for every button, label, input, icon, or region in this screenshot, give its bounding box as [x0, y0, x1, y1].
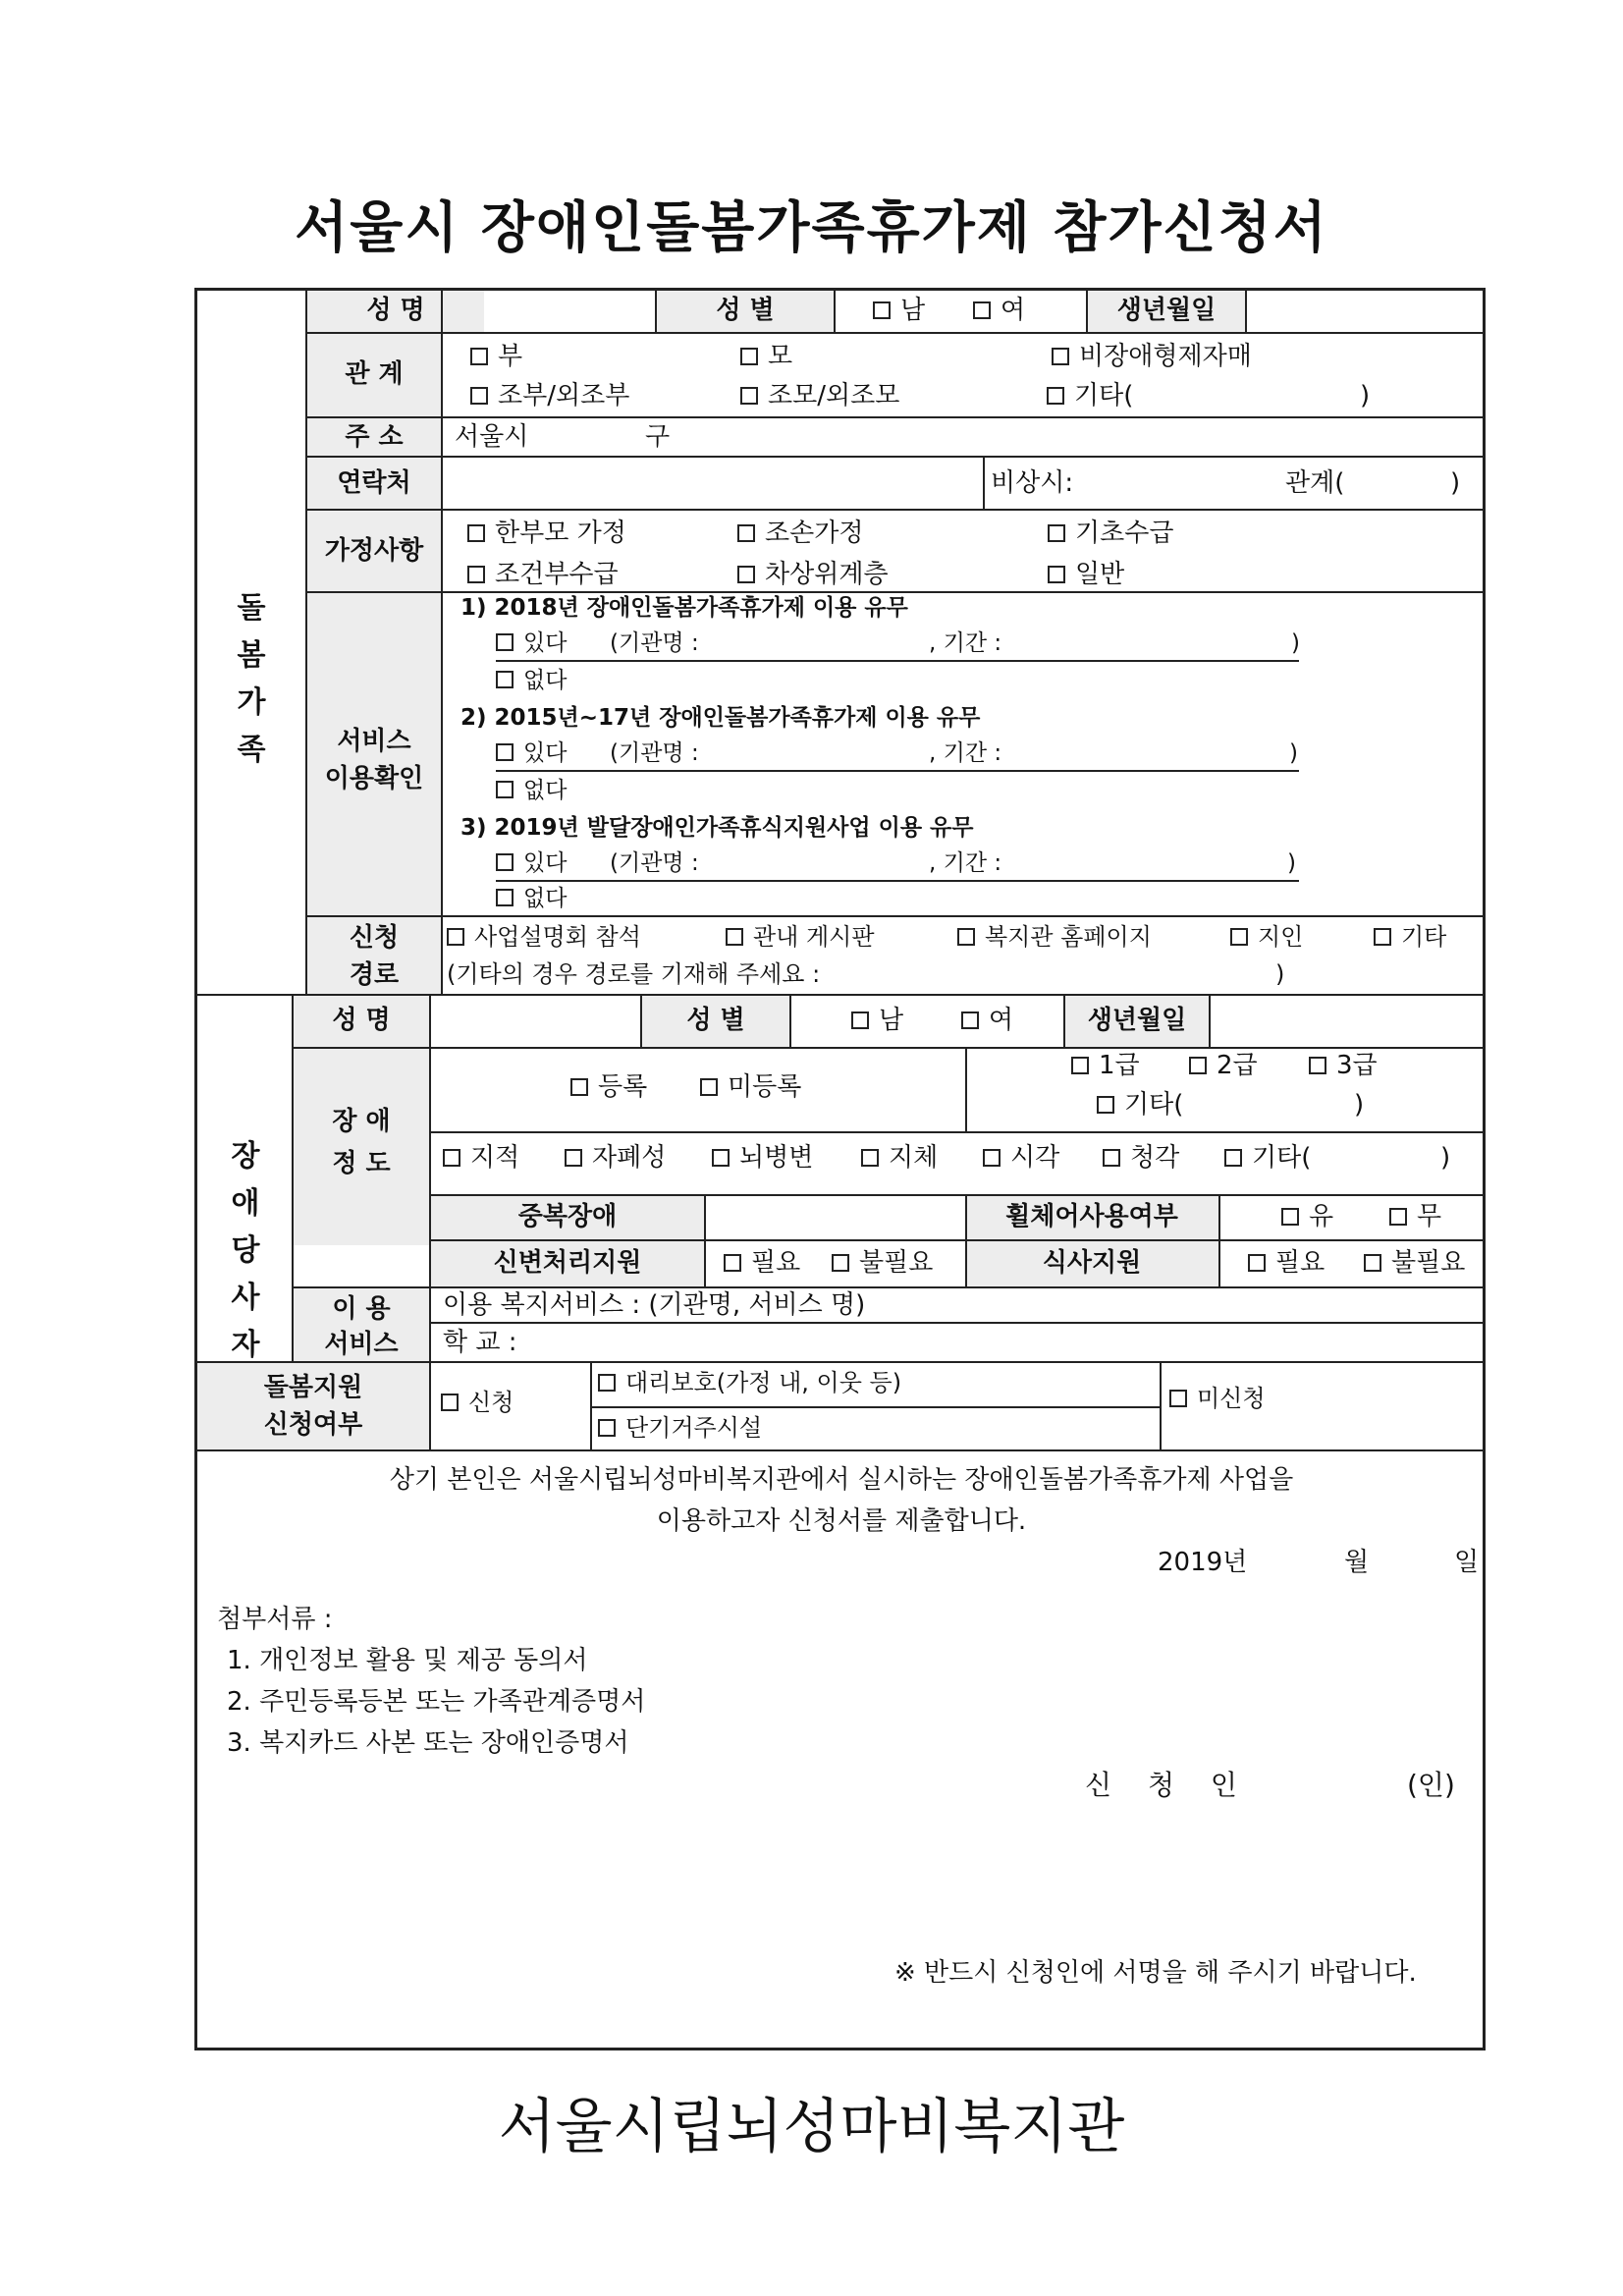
- household-label: 가정사항: [324, 536, 424, 566]
- checkbox-icon[interactable]: [973, 301, 991, 319]
- address-label: 주 소: [345, 422, 404, 452]
- checkbox-icon[interactable]: [861, 1149, 879, 1167]
- date-year: 2019년: [1158, 1548, 1248, 1577]
- q2-yes[interactable]: 있다: [496, 742, 567, 765]
- q2-no[interactable]: 없다: [496, 780, 567, 802]
- checkbox-icon[interactable]: [1374, 928, 1391, 946]
- relation-mother[interactable]: 모: [740, 344, 792, 369]
- relation-father[interactable]: 부: [470, 344, 522, 369]
- checkbox-icon[interactable]: [1189, 1057, 1207, 1074]
- relation-other[interactable]: 기타(: [1047, 383, 1133, 409]
- emergency-label: 비상시:: [991, 468, 1074, 498]
- disabled-gender-female[interactable]: 여: [961, 1008, 1013, 1033]
- care-short-term-option[interactable]: 단기거주시설: [598, 1416, 762, 1440]
- q1-close: ): [1291, 630, 1300, 656]
- q1-yes[interactable]: 있다: [496, 632, 567, 655]
- checkbox-icon[interactable]: [470, 348, 488, 365]
- checkbox-icon[interactable]: [1103, 1149, 1120, 1167]
- checkbox-icon[interactable]: [467, 524, 485, 542]
- checkbox-icon[interactable]: [598, 1374, 616, 1392]
- statement-line-2: 이용하고자 신청서를 제출합니다.: [656, 1506, 1027, 1536]
- checkbox-icon[interactable]: [467, 566, 485, 583]
- type-other[interactable]: 기타(: [1224, 1145, 1311, 1171]
- route-label-2: 경로: [349, 960, 400, 990]
- school-field[interactable]: 학 교 :: [443, 1328, 517, 1357]
- checkbox-icon[interactable]: [724, 1254, 741, 1272]
- service-question-3: 3) 2019년 발달장애인가족휴식지원사업 이용 유무: [460, 815, 974, 841]
- household-near-poverty[interactable]: 차상위계층: [737, 562, 889, 587]
- checkbox-icon[interactable]: [496, 781, 514, 798]
- disabled-gender-male[interactable]: 남: [851, 1008, 903, 1033]
- statement-line-1: 상기 본인은 서울시립뇌성마비복지관에서 실시하는 장애인돌봄가족휴가제 사업을: [389, 1465, 1294, 1495]
- disabled-birth-label: 생년월일: [1087, 1006, 1187, 1035]
- type-physical[interactable]: 지체: [861, 1145, 938, 1171]
- checkbox-icon[interactable]: [1389, 1208, 1407, 1226]
- multi-disability-label: 중복장애: [517, 1202, 618, 1231]
- attachment-item: 2. 주민등록등본 또는 가족관계증명서: [227, 1687, 646, 1717]
- checkbox-icon[interactable]: [496, 671, 514, 688]
- checkbox-icon[interactable]: [737, 566, 755, 583]
- relation-label: 관 계: [345, 359, 404, 389]
- checkbox-icon[interactable]: [1071, 1057, 1089, 1074]
- type-autism[interactable]: 자폐성: [565, 1145, 666, 1171]
- grade-3[interactable]: 3급: [1309, 1053, 1378, 1078]
- q1-no[interactable]: 없다: [496, 670, 567, 692]
- service-label: 서비스: [337, 727, 411, 756]
- checkbox-icon[interactable]: [1230, 928, 1248, 946]
- checkbox-icon[interactable]: [726, 928, 743, 946]
- degree-label: 장 애: [332, 1107, 391, 1136]
- checkbox-icon[interactable]: [1047, 387, 1064, 405]
- relation-other-close: ): [1360, 381, 1371, 410]
- meal-need[interactable]: 필요: [1248, 1250, 1325, 1276]
- welfare-service-field[interactable]: 이용 복지서비스 : (기관명, 서비스 명): [443, 1290, 866, 1320]
- route-homepage[interactable]: 복지관 홈페이지: [957, 925, 1152, 949]
- grade-1[interactable]: 1급: [1071, 1053, 1140, 1078]
- signature-note: ※ 반드시 신청인에 서명을 해 주시기 바랍니다.: [894, 1958, 1417, 1988]
- type-intellectual[interactable]: 지적: [443, 1145, 519, 1171]
- relation-grandfather[interactable]: 조부/외조부: [470, 383, 629, 409]
- q1-org-label: (기관명 :: [610, 630, 699, 656]
- applicant-label: 신 청 인: [1085, 1769, 1251, 1801]
- grade-2[interactable]: 2급: [1189, 1053, 1258, 1078]
- emergency-relation-label: 관계(: [1285, 468, 1345, 498]
- checkbox-icon[interactable]: [1048, 524, 1065, 542]
- q3-org-label: (기관명 :: [610, 850, 699, 876]
- checkbox-icon[interactable]: [700, 1078, 718, 1096]
- route-other[interactable]: 기타: [1374, 925, 1446, 949]
- checkbox-icon[interactable]: [443, 1149, 460, 1167]
- q3-close: ): [1287, 850, 1296, 876]
- checkbox-icon[interactable]: [712, 1149, 730, 1167]
- service-label-2: 이용확인: [324, 764, 424, 793]
- side-label-disabled: 장애당사자: [231, 1139, 260, 1362]
- checkbox-icon[interactable]: [470, 387, 488, 405]
- checkbox-icon[interactable]: [957, 928, 975, 946]
- care-apply[interactable]: 신청: [441, 1391, 514, 1414]
- date-month: 월: [1344, 1548, 1370, 1577]
- checkbox-icon[interactable]: [961, 1011, 979, 1029]
- side-label-family: 돌봄가족: [237, 591, 266, 767]
- checkbox-icon[interactable]: [851, 1011, 869, 1029]
- checkbox-icon[interactable]: [1248, 1254, 1266, 1272]
- use-service-label-2: 서비스: [324, 1330, 399, 1359]
- address-district: 구: [645, 422, 671, 452]
- checkbox-icon[interactable]: [1052, 348, 1069, 365]
- route-acquaintance[interactable]: 지인: [1230, 925, 1303, 949]
- checkbox-icon[interactable]: [1169, 1390, 1187, 1407]
- grade-other[interactable]: 기타(: [1097, 1092, 1183, 1118]
- relation-grandmother[interactable]: 조모/외조모: [740, 383, 899, 409]
- unregistered-option[interactable]: 미등록: [700, 1074, 801, 1100]
- household-grandparent[interactable]: 조손가정: [737, 520, 863, 546]
- family-name-label: 성 명: [366, 296, 425, 325]
- type-visual[interactable]: 시각: [983, 1145, 1059, 1171]
- q1-period-label: , 기간 :: [929, 630, 1002, 656]
- family-gender-female[interactable]: 여: [973, 298, 1025, 323]
- care-support-label: 돌봄지원: [263, 1373, 363, 1402]
- checkbox-icon[interactable]: [570, 1078, 588, 1096]
- checkbox-icon[interactable]: [598, 1419, 616, 1437]
- q2-period-label: , 기간 :: [929, 740, 1002, 766]
- contact-label: 연락처: [337, 468, 411, 498]
- organization-name: 서울시립뇌성마비복지관: [498, 2093, 1125, 2161]
- meal-no-need[interactable]: 불필요: [1364, 1250, 1465, 1276]
- checkbox-icon[interactable]: [1364, 1254, 1381, 1272]
- disabled-name-label: 성 명: [332, 1006, 391, 1035]
- q3-no[interactable]: 없다: [496, 888, 567, 910]
- q2-close: ): [1289, 740, 1298, 766]
- checkbox-icon[interactable]: [737, 524, 755, 542]
- type-other-close: ): [1440, 1143, 1451, 1173]
- q3-yes[interactable]: 있다: [496, 852, 567, 875]
- household-single-parent[interactable]: 한부모 가정: [467, 520, 626, 546]
- meal-support-label: 식사지원: [1042, 1248, 1142, 1278]
- checkbox-icon[interactable]: [496, 743, 514, 761]
- personal-care-label: 신변처리지원: [493, 1248, 642, 1278]
- type-brain-lesion[interactable]: 뇌병변: [712, 1145, 813, 1171]
- attachment-item: 3. 복지카드 사본 또는 장애인증명서: [227, 1728, 629, 1758]
- wheelchair-yes[interactable]: 유: [1281, 1204, 1333, 1230]
- family-birth-label: 생년월일: [1116, 296, 1217, 325]
- family-gender-label: 성 별: [716, 296, 775, 325]
- checkbox-icon[interactable]: [447, 928, 464, 946]
- route-note: (기타의 경우 경로를 기재해 주세요 :: [447, 960, 821, 988]
- checkbox-icon[interactable]: [832, 1254, 849, 1272]
- disabled-gender-label: 성 별: [686, 1006, 745, 1035]
- family-gender-male[interactable]: 남: [873, 298, 925, 323]
- emergency-relation-close: ): [1450, 468, 1461, 498]
- page-title: 서울시 장애인돌봄가족휴가제 참가신청서: [295, 196, 1328, 260]
- type-hearing[interactable]: 청각: [1103, 1145, 1179, 1171]
- checkbox-icon[interactable]: [873, 301, 891, 319]
- service-question-1: 1) 2018년 장애인돌봄가족휴가제 이용 유무: [460, 595, 908, 621]
- checkbox-icon[interactable]: [1224, 1149, 1242, 1167]
- checkbox-icon[interactable]: [441, 1394, 459, 1411]
- q3-period-label: , 기간 :: [929, 850, 1002, 876]
- checkbox-icon[interactable]: [496, 633, 514, 651]
- relation-sibling[interactable]: 비장애형제자매: [1052, 344, 1252, 369]
- wheelchair-no[interactable]: 무: [1389, 1204, 1441, 1230]
- household-conditional[interactable]: 조건부수급: [467, 562, 619, 587]
- personal-care-no-need[interactable]: 불필요: [832, 1250, 933, 1276]
- household-general[interactable]: 일반: [1048, 562, 1124, 587]
- registered-option[interactable]: 등록: [570, 1074, 647, 1100]
- checkbox-icon[interactable]: [983, 1149, 1001, 1167]
- service-question-2: 2) 2015년~17년 장애인돌봄가족휴가제 이용 유무: [460, 705, 981, 731]
- grade-other-close: ): [1354, 1090, 1365, 1120]
- seal-mark[interactable]: (인): [1407, 1769, 1455, 1801]
- q2-org-label: (기관명 :: [610, 740, 699, 766]
- checkbox-icon[interactable]: [1048, 566, 1065, 583]
- checkbox-icon[interactable]: [1097, 1096, 1114, 1114]
- checkbox-icon[interactable]: [496, 853, 514, 871]
- checkbox-icon[interactable]: [1281, 1208, 1299, 1226]
- date-day: 일: [1454, 1548, 1480, 1577]
- checkbox-icon[interactable]: [740, 348, 758, 365]
- checkbox-icon[interactable]: [1309, 1057, 1326, 1074]
- route-label: 신청: [349, 923, 400, 953]
- checkbox-icon[interactable]: [740, 387, 758, 405]
- route-board[interactable]: 관내 게시판: [726, 925, 875, 949]
- care-support-label-2: 신청여부: [263, 1410, 363, 1440]
- attachments-label: 첨부서류 :: [217, 1605, 333, 1634]
- checkbox-icon[interactable]: [565, 1149, 582, 1167]
- checkbox-icon[interactable]: [496, 889, 514, 906]
- personal-care-need[interactable]: 필요: [724, 1250, 800, 1276]
- use-service-label: 이 용: [332, 1294, 391, 1324]
- address-city: 서울시: [455, 422, 529, 452]
- care-not-apply[interactable]: 미신청: [1169, 1387, 1266, 1410]
- care-proxy-option[interactable]: 대리보호(가정 내, 이웃 등): [598, 1371, 901, 1394]
- household-basic[interactable]: 기초수급: [1048, 520, 1173, 546]
- application-form: [194, 288, 1486, 2050]
- route-briefing[interactable]: 사업설명회 참석: [447, 925, 641, 949]
- degree-label-2: 정 도: [332, 1149, 391, 1178]
- attachment-item: 1. 개인정보 활용 및 제공 동의서: [227, 1646, 588, 1675]
- wheelchair-label: 휠체어사용여부: [1005, 1202, 1178, 1231]
- route-note-close: ): [1275, 960, 1285, 988]
